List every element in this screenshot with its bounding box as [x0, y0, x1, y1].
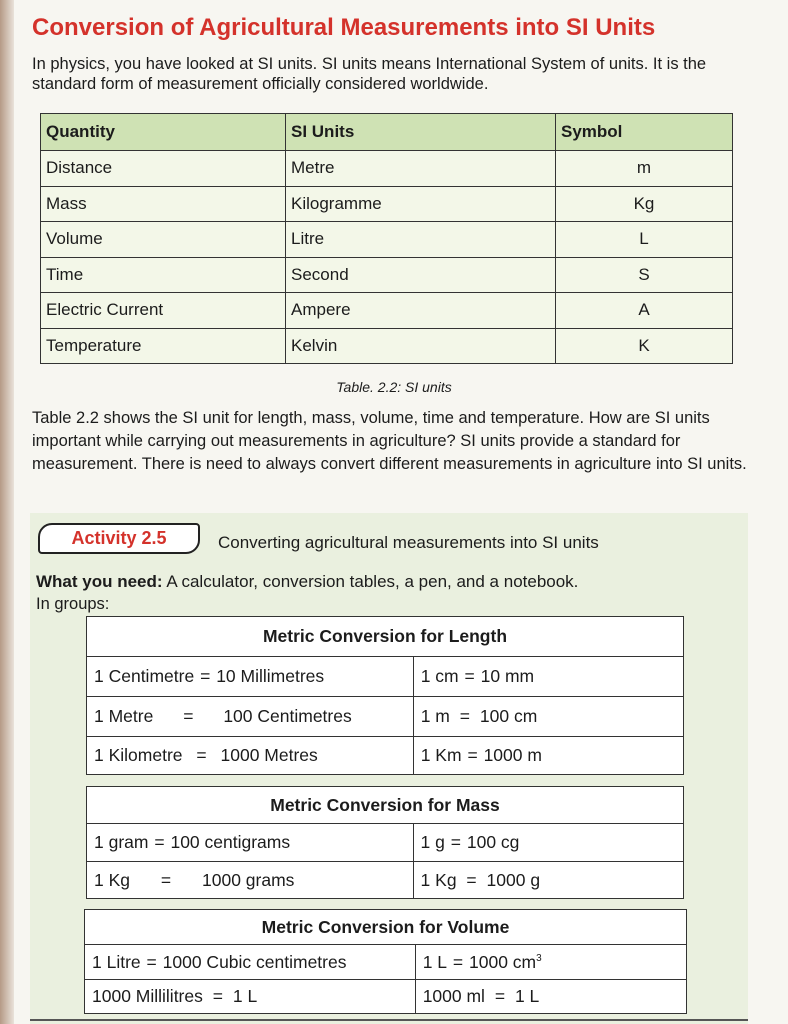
conversion-header-row	[87, 787, 684, 824]
header-quantity: Quantity	[41, 114, 286, 151]
table-row	[41, 257, 733, 293]
conversion-word-cell: 1000 Millilitres = 1 L	[85, 980, 416, 1014]
conversion-symbol-cell: 1 Km = 1000 m	[413, 737, 683, 775]
table-row	[87, 824, 684, 862]
table-row	[41, 293, 733, 329]
conversion-word-cell: 1 Centimetre = 10 Millimetres	[87, 657, 414, 697]
table-row	[41, 186, 733, 222]
table-row	[85, 945, 687, 980]
what-you-need-text: A calculator, conversion tables, a pen, and a notebook.	[162, 572, 579, 591]
what-you-need-line	[36, 572, 578, 592]
table-row	[41, 151, 733, 187]
si-unit-cell: Ampere	[286, 293, 556, 329]
symbol-cell: A	[556, 293, 733, 329]
mass-conversion-table	[86, 786, 684, 899]
si-units-table	[40, 113, 733, 364]
symbol-cell: Kg	[556, 186, 733, 222]
volume-table-title: Metric Conversion for Volume	[85, 910, 687, 945]
conversion-symbol-cell: 1 L = 1000 $cm^3$	[415, 945, 686, 980]
si-unit-cell: Litre	[286, 222, 556, 258]
quantity-cell: Temperature	[41, 328, 286, 364]
quantity-cell: Volume	[41, 222, 286, 258]
book-spine-shadow	[0, 0, 14, 1024]
conversion-symbol-cell: 1 g = 100 cg	[413, 824, 683, 862]
si-unit-cell: Kilogramme	[286, 186, 556, 222]
header-symbol: Symbol	[556, 114, 733, 151]
volume-conversion-table	[84, 909, 687, 1014]
symbol-cell: L	[556, 222, 733, 258]
quantity-cell: Time	[41, 257, 286, 293]
page-title: Conversion of Agricultural Measurements into SI Units	[32, 14, 656, 41]
si-unit-cell: Second	[286, 257, 556, 293]
conversion-word-cell: 1 Litre = 1000 Cubic centimetres	[85, 945, 416, 980]
symbol-cell: S	[556, 257, 733, 293]
length-conversion-table	[86, 616, 684, 775]
mass-table-title: Metric Conversion for Mass	[87, 787, 684, 824]
conversion-word-cell: 1 Metre = 100 Centimetres	[87, 697, 414, 737]
table-row	[87, 862, 684, 899]
activity-title: Converting agricultural measurements into SI units	[218, 533, 599, 552]
quantity-cell: Electric Current	[41, 293, 286, 329]
table-caption: Table. 2.2: SI units	[336, 379, 452, 395]
symbol-cell: m	[556, 151, 733, 187]
length-table-title: Metric Conversion for Length	[87, 617, 684, 657]
conversion-word-cell: 1 Kg = 1000 grams	[87, 862, 414, 899]
conversion-header-row	[87, 617, 684, 657]
table-row	[87, 657, 684, 697]
symbol-cell: K	[556, 328, 733, 364]
conversion-word-cell: 1 gram = 100 centigrams	[87, 824, 414, 862]
conversion-symbol-cell: 1 Kg = 1000 g	[413, 862, 683, 899]
table-row	[41, 222, 733, 258]
body-paragraph: Table 2.2 shows the SI unit for length, mass, volume, time and temperature. How are SI units important while carrying out measurements in agriculture? SI units provide a standard for measurement. There is need to always convert different measurements in agriculture into SI units.	[32, 409, 747, 473]
si-unit-cell: Kelvin	[286, 328, 556, 364]
table-row	[87, 697, 684, 737]
quantity-cell: Distance	[41, 151, 286, 187]
quantity-cell: Mass	[41, 186, 286, 222]
conversion-symbol-cell: 1 cm = 10 mm	[413, 657, 683, 697]
table-row	[87, 737, 684, 775]
what-you-need-label: What you need:	[36, 572, 163, 591]
in-groups-label: In groups:	[36, 595, 110, 613]
conversion-symbol-cell: 1 m = 100 cm	[413, 697, 683, 737]
intro-paragraph: In physics, you have looked at SI units. SI units means International System of units. It is the standard form of measurement officially considered worldwide.	[32, 55, 707, 93]
header-si-units: SI Units	[286, 114, 556, 151]
conversion-word-cell: 1 Kilometre = 1000 Metres	[87, 737, 414, 775]
table-row	[85, 980, 687, 1014]
si-unit-cell: Metre	[286, 151, 556, 187]
conversion-header-row	[85, 910, 687, 945]
bottom-divider	[30, 1019, 748, 1021]
activity-badge: Activity 2.5	[38, 523, 200, 554]
table-row	[41, 328, 733, 364]
conversion-symbol-cell: 1000 ml = 1 L	[415, 980, 686, 1014]
si-table-header-row	[41, 114, 733, 151]
